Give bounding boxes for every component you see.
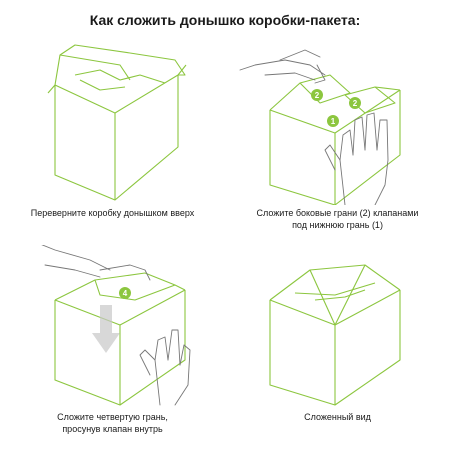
step-1-caption: Переверните коробку донышком вверх <box>30 208 195 218</box>
step-3-panel <box>0 245 225 460</box>
step-2-caption: Сложите боковые грани (2) клапанами под нижнюю грань (1) <box>256 208 419 230</box>
step-4-caption: Сложенный вид <box>304 412 371 422</box>
badge-label: 2 <box>352 99 358 108</box>
step-4-panel <box>225 245 450 460</box>
step-3-caption: Сложите четвертую грань, просунув клапан внутрь <box>57 412 168 434</box>
badge-label: 2 <box>314 91 320 100</box>
badge-label: 1 <box>330 117 336 126</box>
box-upside-down-illustration <box>0 35 225 205</box>
fold-fourth-flap-illustration <box>0 245 225 410</box>
step-3-badges <box>119 287 131 299</box>
folded-box-illustration <box>225 245 450 410</box>
step-2-panel <box>225 35 450 250</box>
page-title: Как сложить донышко коробки-пакета: <box>89 12 361 28</box>
down-arrow-icon <box>92 305 120 353</box>
badge-label: 4 <box>122 289 128 298</box>
step-1-panel <box>0 35 225 250</box>
fold-side-flaps-illustration <box>225 35 450 205</box>
